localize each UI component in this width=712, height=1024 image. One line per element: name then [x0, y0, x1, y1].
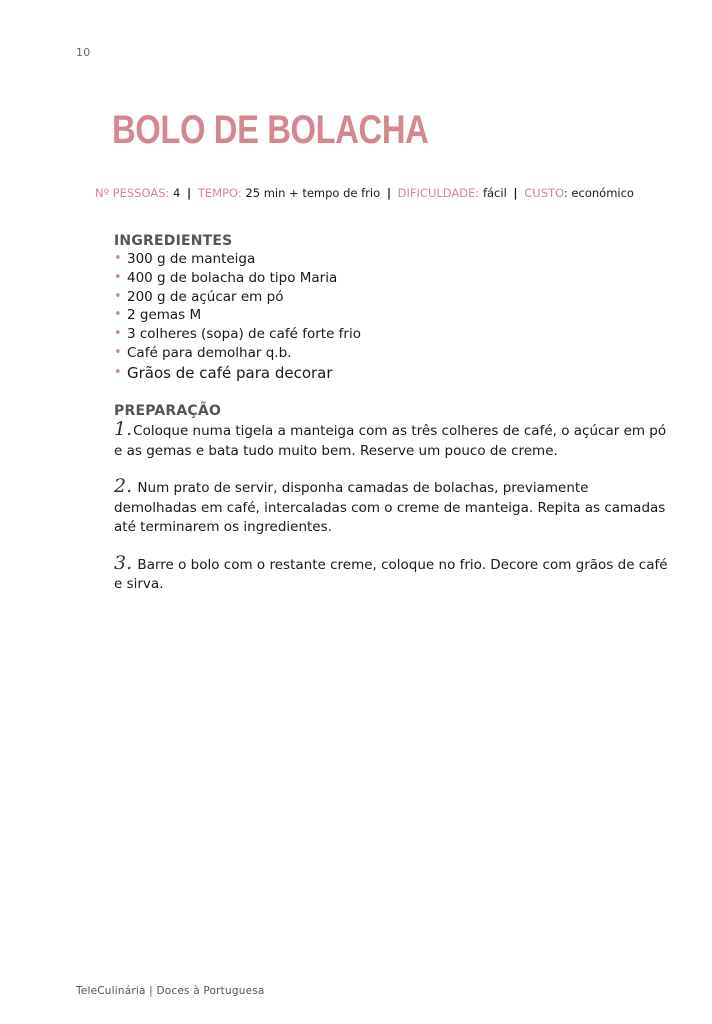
- step-number: 2.: [114, 475, 133, 497]
- ingredients-section: [114, 232, 361, 383]
- ingredients-list: [114, 250, 361, 383]
- footer-text: TeleCulinária | Doces à Portuguesa: [76, 985, 265, 997]
- cost-value: : económico: [563, 186, 634, 200]
- ingredient-text: 400 g de bolacha do tipo Maria: [127, 269, 338, 286]
- bullet-icon: •: [114, 344, 122, 360]
- list-item: [114, 306, 361, 325]
- bullet-icon: •: [114, 307, 122, 323]
- ingredient-text: 200 g de açúcar em pó: [127, 288, 284, 305]
- ingredients-heading: INGREDIENTES: [114, 233, 233, 249]
- bullet-icon: •: [114, 288, 122, 304]
- meta-separator: |: [187, 186, 192, 200]
- list-item: [114, 344, 361, 363]
- preparation-step-3: [114, 551, 674, 595]
- preparation-heading: PREPARAÇÃO: [114, 403, 222, 419]
- preparation-section: [114, 402, 674, 595]
- list-item: [114, 250, 361, 269]
- list-item: [114, 269, 361, 288]
- step-text: Num prato de servir, disponha camadas de bolachas, previamente demolhadas em café, intercaladas com o creme de manteiga. Repita as camadas até terminarem os ingredientes.: [114, 480, 666, 535]
- recipe-title: BOLO DE BOLACHA: [112, 108, 429, 152]
- step-text: Barre o bolo com o restante creme, coloque no frio. Decore com grãos de café e sirva.: [114, 556, 668, 592]
- bullet-icon: •: [114, 326, 122, 342]
- meta-separator: |: [513, 186, 518, 200]
- step-number: 1.: [114, 418, 133, 440]
- bullet-icon: •: [114, 251, 122, 266]
- ingredient-text: 300 g de manteiga: [127, 251, 256, 267]
- ingredient-text: 3 colheres (sopa) de café forte frio: [127, 326, 361, 343]
- ingredient-text: Grãos de café para decorar: [127, 363, 333, 382]
- bullet-icon: •: [114, 364, 122, 380]
- page-number: 10: [76, 46, 91, 59]
- preparation-step-1: [114, 420, 669, 461]
- step-number: 3.: [114, 551, 133, 574]
- list-item: [114, 288, 361, 307]
- list-item: [114, 325, 361, 344]
- preparation-step-2: [114, 477, 669, 538]
- people-label: Nº PESSOAS:: [95, 186, 170, 200]
- time-label: TEMPO:: [197, 186, 242, 200]
- meta-separator: |: [386, 186, 392, 200]
- people-value: 4: [173, 186, 181, 200]
- difficulty-value: fácil: [482, 186, 507, 200]
- bullet-icon: •: [114, 269, 122, 285]
- step-text: Coloque numa tigela a manteiga com as três colheres de café, o açúcar em pó e as gemas e bata tudo muito bem. Reserve um pouco de creme.: [114, 423, 667, 459]
- list-item: [114, 363, 361, 383]
- recipe-meta: [95, 186, 634, 200]
- time-value: 25 min + tempo de frio: [245, 186, 381, 200]
- difficulty-label: DIFICULDADE:: [397, 186, 480, 200]
- cost-label: CUSTO: [524, 186, 564, 200]
- ingredient-text: 2 gemas M: [127, 307, 202, 324]
- ingredient-text: Café para demolhar q.b.: [127, 344, 292, 361]
